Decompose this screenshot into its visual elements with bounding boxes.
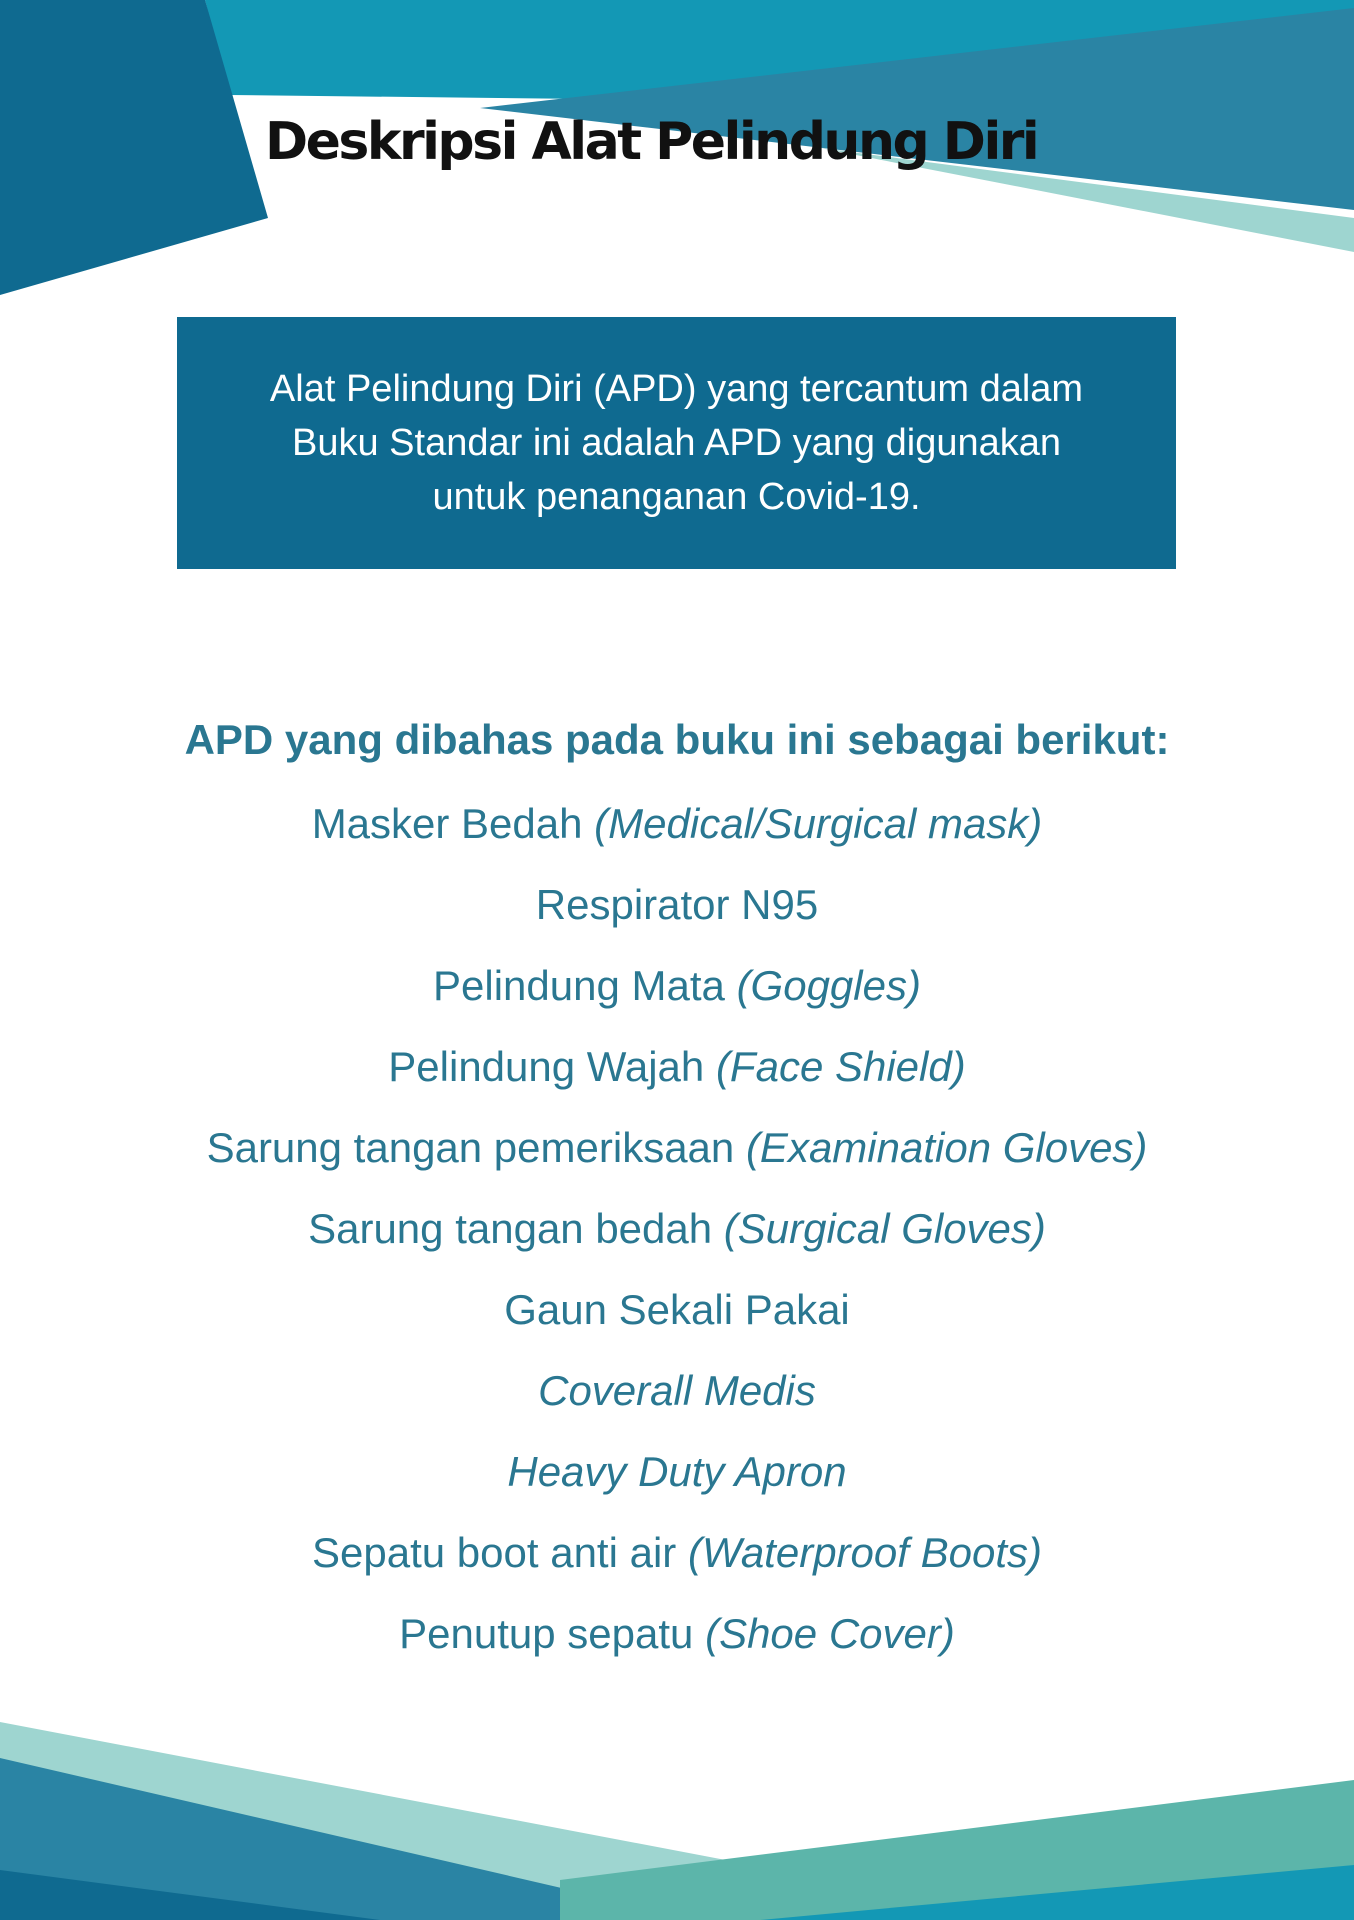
item-english: (Face Shield) bbox=[715, 1043, 966, 1090]
intro-box bbox=[177, 317, 1176, 569]
item-english: Coverall Medis bbox=[538, 1367, 816, 1414]
item-term: Sarung tangan pemeriksaan bbox=[206, 1124, 746, 1171]
list-item bbox=[0, 1121, 1354, 1202]
page-title: Deskripsi Alat Pelindung Diri bbox=[265, 112, 1038, 172]
list-item bbox=[0, 1040, 1354, 1121]
list-item bbox=[0, 878, 1354, 959]
list-item bbox=[0, 797, 1354, 878]
item-english: (Medical/Surgical mask) bbox=[594, 800, 1043, 847]
item-english: (Shoe Cover) bbox=[705, 1610, 955, 1657]
item-term: Respirator N95 bbox=[535, 881, 819, 928]
item-english: (Goggles) bbox=[736, 962, 921, 1009]
list-item bbox=[0, 1202, 1354, 1283]
item-term: Penutup sepatu bbox=[399, 1610, 706, 1657]
list-item bbox=[0, 1283, 1354, 1364]
intro-text: Alat Pelindung Diri (APD) yang tercantum dalam Buku Standar ini adalah APD yang digunakan untuk penanganan Covid-19. bbox=[269, 368, 1084, 518]
list-item bbox=[0, 1526, 1354, 1607]
item-term: Sepatu boot anti air bbox=[312, 1529, 688, 1576]
item-english: (Waterproof Boots) bbox=[687, 1529, 1042, 1576]
list-item bbox=[0, 959, 1354, 1040]
item-term: Masker Bedah bbox=[311, 800, 595, 847]
item-term: Gaun Sekali Pakai bbox=[504, 1286, 850, 1333]
footer-decoration bbox=[0, 1700, 1354, 1920]
item-english: Heavy Duty Apron bbox=[507, 1448, 847, 1495]
list-item bbox=[0, 1445, 1354, 1526]
item-english: (Examination Gloves) bbox=[745, 1124, 1148, 1171]
list-item bbox=[0, 1364, 1354, 1445]
list-item bbox=[0, 1607, 1354, 1688]
item-english: (Surgical Gloves) bbox=[723, 1205, 1046, 1252]
item-term: Pelindung Mata bbox=[433, 962, 737, 1009]
item-term: Sarung tangan bedah bbox=[308, 1205, 724, 1252]
list-heading: APD yang dibahas pada buku ini sebagai berikut: bbox=[184, 716, 1170, 763]
item-term: Pelindung Wajah bbox=[388, 1043, 716, 1090]
apd-list bbox=[0, 797, 1354, 1688]
